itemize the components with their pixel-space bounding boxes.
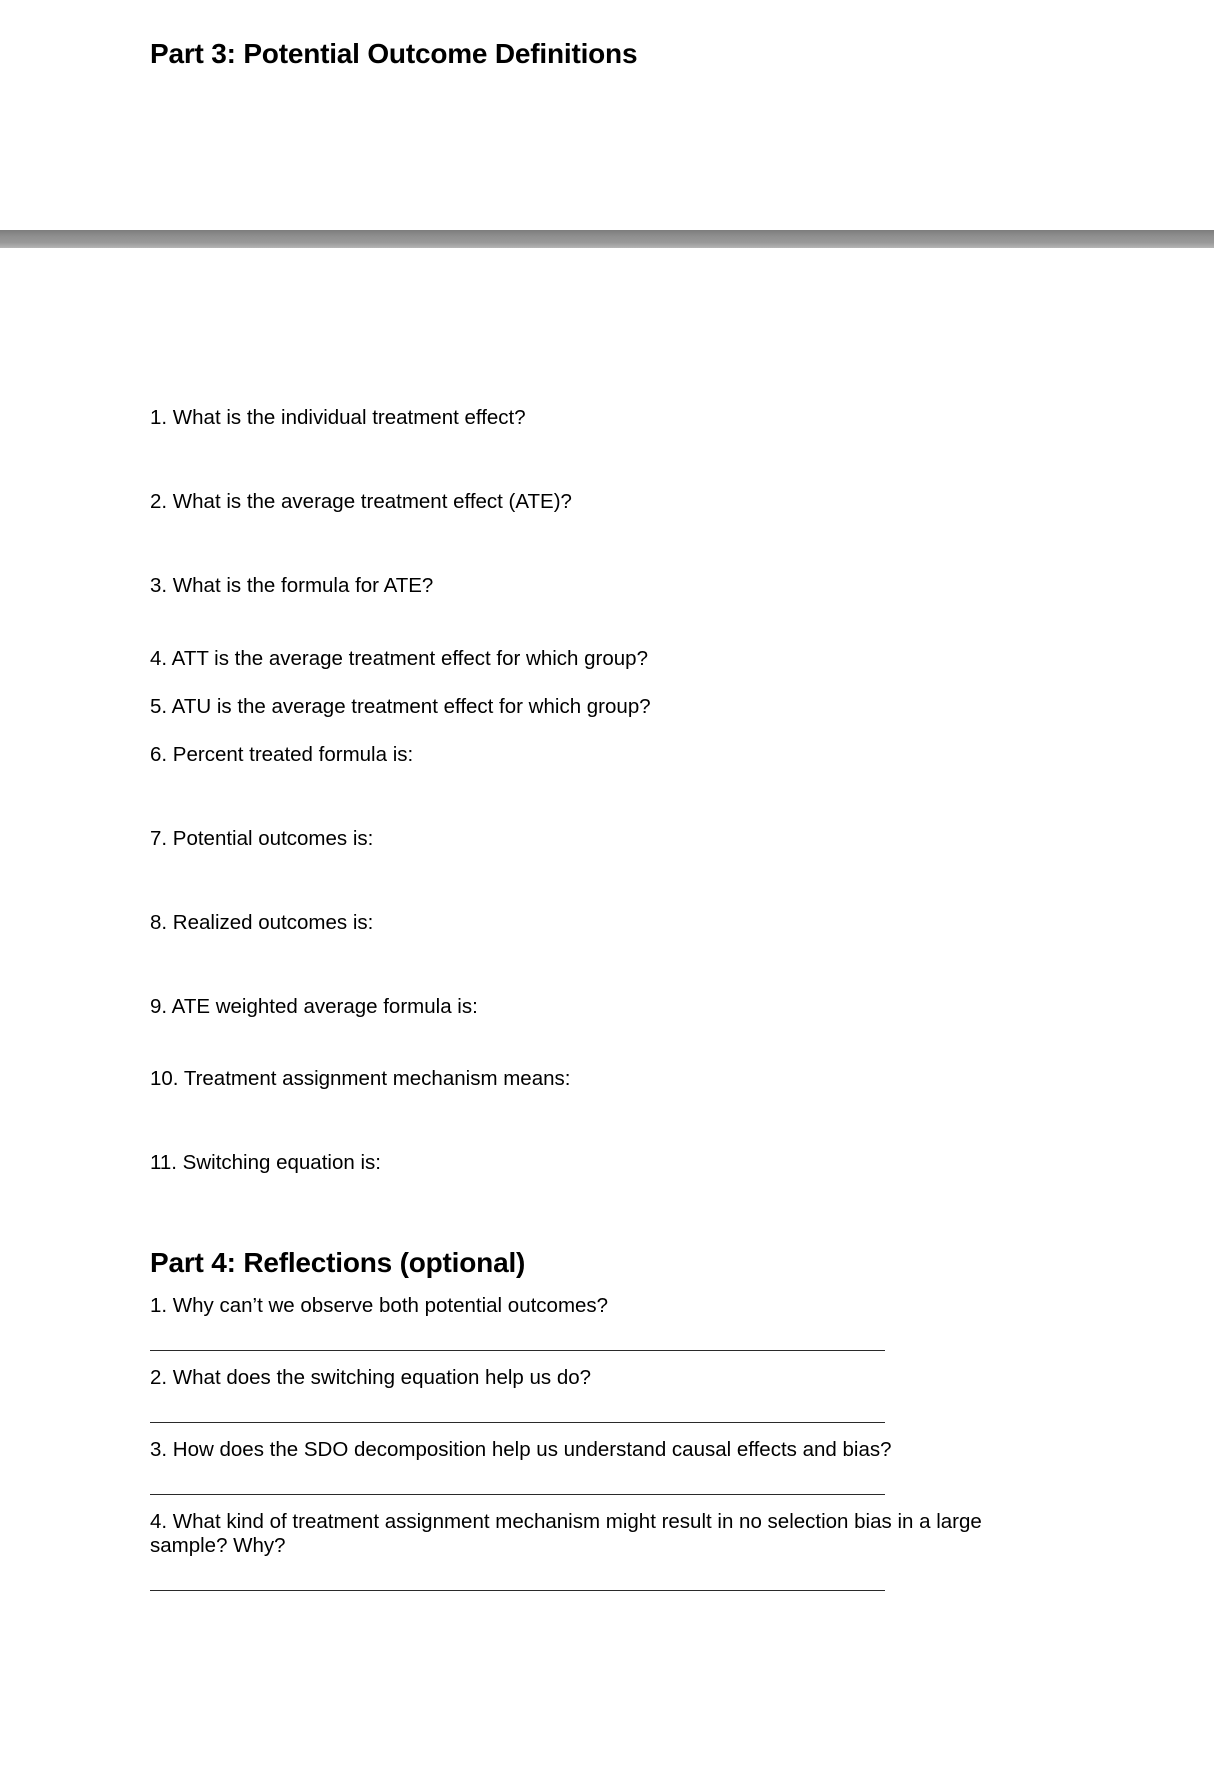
part3-question-5: 5. ATU is the average treatment effect for which group? <box>150 695 651 718</box>
answer-line-1[interactable] <box>150 1350 885 1351</box>
part4-question-4: 4. What kind of treatment assignment mechanism might result in no selection bias in a large sample? Why? <box>150 1510 982 1557</box>
part3-question-10: 10. Treatment assignment mechanism means: <box>150 1067 571 1090</box>
page-break-divider <box>0 230 1214 248</box>
part4-question-2: 2. What does the switching equation help us do? <box>150 1366 592 1389</box>
part3-question-7: 7. Potential outcomes is: <box>150 827 374 850</box>
part4-heading: Part 4: Reflections (optional) <box>150 1247 526 1278</box>
part3-question-4: 4. ATT is the average treatment effect for which group? <box>150 647 648 670</box>
answer-line-3[interactable] <box>150 1494 885 1495</box>
part3-question-8: 8. Realized outcomes is: <box>150 911 374 934</box>
part3-question-3: 3. What is the formula for ATE? <box>150 574 434 597</box>
part3-question-1: 1. What is the individual treatment effect? <box>150 406 526 429</box>
part3-question-2: 2. What is the average treatment effect (ATE)? <box>150 490 572 513</box>
part3-question-6: 6. Percent treated formula is: <box>150 743 414 766</box>
answer-line-2[interactable] <box>150 1422 885 1423</box>
part4-question-1: 1. Why can’t we observe both potential outcomes? <box>150 1294 609 1317</box>
part3-question-9: 9. ATE weighted average formula is: <box>150 995 478 1018</box>
part3-heading: Part 3: Potential Outcome Definitions <box>150 38 638 69</box>
part3-question-11: 11. Switching equation is: <box>150 1151 381 1174</box>
part4-question-3: 3. How does the SDO decomposition help us understand causal effects and bias? <box>150 1438 892 1461</box>
answer-line-4[interactable] <box>150 1590 885 1591</box>
